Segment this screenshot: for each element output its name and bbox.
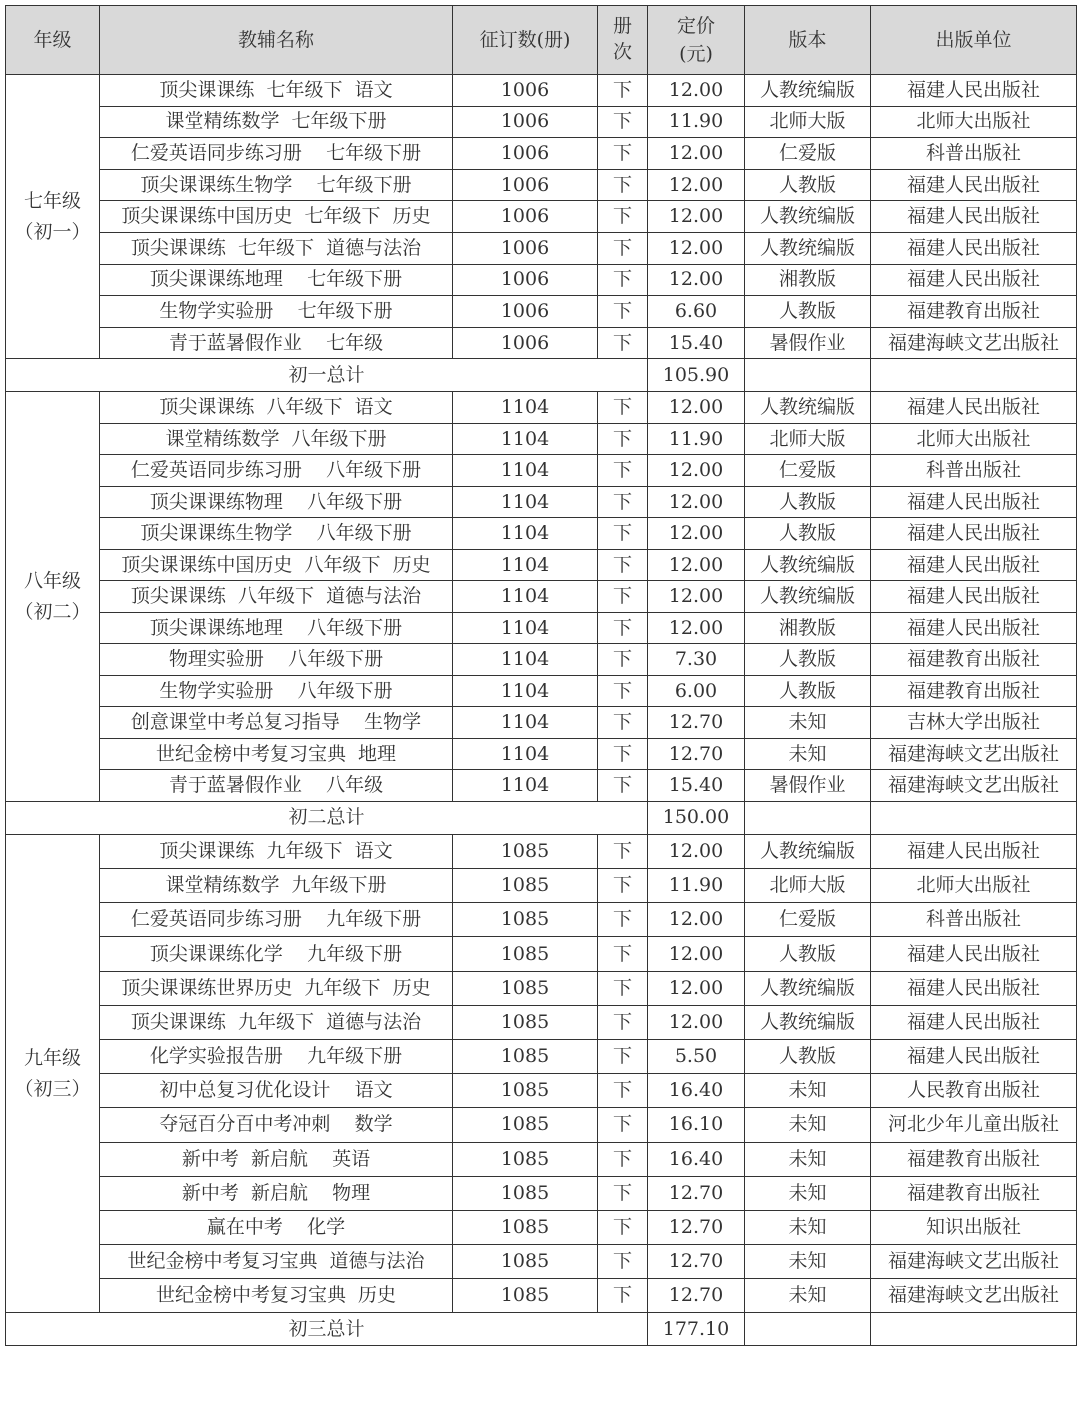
order-count-cell: 1085 — [453, 1176, 598, 1210]
edition-cell: 未知 — [745, 1210, 871, 1244]
book-name-cell: 顶尖课课练 七年级下 语文 — [100, 75, 453, 107]
edition-cell: 人教版 — [745, 169, 871, 201]
publisher-cell: 福建教育出版社 — [871, 675, 1077, 707]
order-count-cell: 1104 — [453, 518, 598, 550]
price-cell: 6.60 — [648, 296, 745, 328]
volume-cell: 下 — [598, 1210, 648, 1244]
price-cell: 12.00 — [648, 392, 745, 424]
volume-cell: 下 — [598, 518, 648, 550]
price-cell: 16.40 — [648, 1074, 745, 1108]
table-row — [6, 75, 1077, 107]
table-row — [6, 834, 1077, 868]
header-count: 征订数(册) — [453, 6, 598, 75]
table-row — [6, 770, 1077, 802]
price-cell: 6.00 — [648, 675, 745, 707]
edition-cell: 人教版 — [745, 296, 871, 328]
grade-name: 九年级 — [23, 1047, 81, 1070]
table-row — [6, 675, 1077, 707]
book-name-cell: 顶尖课课练 九年级下 语文 — [100, 834, 453, 868]
order-count-cell: 1085 — [453, 1210, 598, 1244]
order-count-cell: 1006 — [453, 264, 598, 296]
order-count-cell: 1104 — [453, 707, 598, 739]
volume-cell: 下 — [598, 455, 648, 487]
header-price-line1: 定价 — [676, 14, 715, 37]
book-name-cell: 课堂精练数学 七年级下册 — [100, 106, 453, 138]
price-cell: 12.00 — [648, 612, 745, 644]
order-count-cell: 1006 — [453, 106, 598, 138]
volume-cell: 下 — [598, 937, 648, 971]
publisher-cell: 福建人民出版社 — [871, 392, 1077, 424]
order-count-cell: 1104 — [453, 392, 598, 424]
publisher-cell: 吉林大学出版社 — [871, 707, 1077, 739]
book-name-cell: 顶尖课课练地理 八年级下册 — [100, 612, 453, 644]
edition-cell: 未知 — [745, 1074, 871, 1108]
publisher-cell: 福建人民出版社 — [871, 75, 1077, 107]
header-price-line2: (元) — [679, 43, 713, 65]
grade-alias: （初一） — [14, 220, 91, 243]
volume-cell: 下 — [598, 1005, 648, 1039]
total-row — [6, 359, 1077, 392]
book-name-cell: 仁爱英语同步练习册 九年级下册 — [100, 903, 453, 937]
book-name-cell: 顶尖课课练中国历史 八年级下 历史 — [100, 549, 453, 581]
price-cell: 12.00 — [648, 264, 745, 296]
book-name-cell: 青于蓝暑假作业 八年级 — [100, 770, 453, 802]
edition-cell: 未知 — [745, 738, 871, 770]
publisher-cell: 福建人民出版社 — [871, 201, 1077, 233]
order-count-cell: 1085 — [453, 1005, 598, 1039]
total-label: 初一总计 — [6, 359, 648, 392]
order-count-cell: 1104 — [453, 581, 598, 613]
price-cell: 12.70 — [648, 1279, 745, 1313]
table-row — [6, 455, 1077, 487]
table-body — [6, 75, 1077, 1346]
publisher-cell: 人民教育出版社 — [871, 1074, 1077, 1108]
total-row — [6, 1313, 1077, 1346]
price-cell: 11.90 — [648, 869, 745, 903]
book-name-cell: 生物学实验册 八年级下册 — [100, 675, 453, 707]
book-name-cell: 世纪金榜中考复习宝典 地理 — [100, 738, 453, 770]
price-cell: 12.70 — [648, 1176, 745, 1210]
header-volume-text: 册次 — [612, 15, 632, 63]
table-row — [6, 1005, 1077, 1039]
edition-cell: 人教版 — [745, 1039, 871, 1073]
publisher-cell: 福建教育出版社 — [871, 296, 1077, 328]
price-cell: 11.90 — [648, 106, 745, 138]
publisher-cell: 福建人民出版社 — [871, 581, 1077, 613]
table-row — [6, 1142, 1077, 1176]
table-row — [6, 486, 1077, 518]
table-row — [6, 169, 1077, 201]
book-name-cell: 世纪金榜中考复习宝典 历史 — [100, 1279, 453, 1313]
publisher-cell: 福建人民出版社 — [871, 612, 1077, 644]
volume-cell: 下 — [598, 1245, 648, 1279]
edition-cell: 湘教版 — [745, 612, 871, 644]
volume-cell: 下 — [598, 392, 648, 424]
table-row — [6, 1210, 1077, 1244]
table-row — [6, 327, 1077, 359]
table-row — [6, 707, 1077, 739]
edition-cell: 人教统编版 — [745, 201, 871, 233]
order-count-cell: 1104 — [453, 770, 598, 802]
edition-cell: 人教版 — [745, 937, 871, 971]
publisher-cell: 科普出版社 — [871, 903, 1077, 937]
table-row — [6, 518, 1077, 550]
order-count-cell: 1006 — [453, 327, 598, 359]
volume-cell: 下 — [598, 232, 648, 264]
publisher-cell: 河北少年儿童出版社 — [871, 1108, 1077, 1142]
order-count-cell: 1085 — [453, 1039, 598, 1073]
table-row — [6, 869, 1077, 903]
book-name-cell: 物理实验册 八年级下册 — [100, 644, 453, 676]
publisher-cell: 福建人民出版社 — [871, 169, 1077, 201]
edition-cell: 未知 — [745, 1279, 871, 1313]
volume-cell: 下 — [598, 903, 648, 937]
book-name-cell: 顶尖课课练 九年级下 道德与法治 — [100, 1005, 453, 1039]
publisher-cell: 福建海峡文艺出版社 — [871, 1279, 1077, 1313]
volume-cell: 下 — [598, 644, 648, 676]
volume-cell: 下 — [598, 834, 648, 868]
total-value: 150.00 — [648, 801, 745, 834]
publisher-cell: 福建人民出版社 — [871, 486, 1077, 518]
order-count-cell: 1085 — [453, 869, 598, 903]
price-cell: 12.00 — [648, 834, 745, 868]
book-name-cell: 新中考 新启航 物理 — [100, 1176, 453, 1210]
table-row — [6, 1279, 1077, 1313]
edition-cell: 人教统编版 — [745, 232, 871, 264]
order-count-cell: 1104 — [453, 549, 598, 581]
price-cell: 7.30 — [648, 644, 745, 676]
edition-cell: 未知 — [745, 1176, 871, 1210]
total-value: 105.90 — [648, 359, 745, 392]
book-name-cell: 仁爱英语同步练习册 八年级下册 — [100, 455, 453, 487]
textbook-order-table — [5, 5, 1077, 1346]
publisher-cell: 福建人民出版社 — [871, 937, 1077, 971]
publisher-cell: 福建海峡文艺出版社 — [871, 1245, 1077, 1279]
order-count-cell: 1085 — [453, 937, 598, 971]
price-cell: 16.40 — [648, 1142, 745, 1176]
price-cell: 12.00 — [648, 971, 745, 1005]
total-empty-cell — [745, 1313, 871, 1346]
volume-cell: 下 — [598, 869, 648, 903]
price-cell: 12.00 — [648, 75, 745, 107]
order-count-cell: 1006 — [453, 201, 598, 233]
edition-cell: 未知 — [745, 707, 871, 739]
edition-cell: 北师大版 — [745, 423, 871, 455]
table-row — [6, 1108, 1077, 1142]
edition-cell: 人教统编版 — [745, 392, 871, 424]
publisher-cell: 福建人民出版社 — [871, 834, 1077, 868]
edition-cell: 人教版 — [745, 486, 871, 518]
volume-cell: 下 — [598, 106, 648, 138]
price-cell: 12.70 — [648, 707, 745, 739]
price-cell: 12.00 — [648, 232, 745, 264]
publisher-cell: 科普出版社 — [871, 455, 1077, 487]
order-count-cell: 1085 — [453, 1142, 598, 1176]
table-row — [6, 423, 1077, 455]
header-grade: 年级 — [6, 6, 100, 75]
edition-cell: 北师大版 — [745, 106, 871, 138]
volume-cell: 下 — [598, 612, 648, 644]
order-count-cell: 1085 — [453, 1108, 598, 1142]
order-count-cell: 1006 — [453, 296, 598, 328]
volume-cell: 下 — [598, 549, 648, 581]
publisher-cell: 福建人民出版社 — [871, 1039, 1077, 1073]
volume-cell: 下 — [598, 1108, 648, 1142]
table-row — [6, 106, 1077, 138]
book-name-cell: 生物学实验册 七年级下册 — [100, 296, 453, 328]
book-name-cell: 夺冠百分百中考冲刺 数学 — [100, 1108, 453, 1142]
price-cell: 12.00 — [648, 455, 745, 487]
order-count-cell: 1104 — [453, 738, 598, 770]
table-row — [6, 937, 1077, 971]
order-count-cell: 1085 — [453, 1279, 598, 1313]
price-cell: 12.00 — [648, 169, 745, 201]
price-cell: 5.50 — [648, 1039, 745, 1073]
book-name-cell: 顶尖课课练地理 七年级下册 — [100, 264, 453, 296]
total-value: 177.10 — [648, 1313, 745, 1346]
book-name-cell: 顶尖课课练 八年级下 语文 — [100, 392, 453, 424]
table-row — [6, 1176, 1077, 1210]
volume-cell: 下 — [598, 138, 648, 170]
order-count-cell: 1006 — [453, 232, 598, 264]
total-label: 初三总计 — [6, 1313, 648, 1346]
grade-name: 七年级 — [23, 190, 81, 213]
order-count-cell: 1006 — [453, 75, 598, 107]
edition-cell: 人教统编版 — [745, 971, 871, 1005]
order-count-cell: 1085 — [453, 1074, 598, 1108]
total-empty-cell — [871, 359, 1077, 392]
publisher-cell: 福建海峡文艺出版社 — [871, 770, 1077, 802]
volume-cell: 下 — [598, 1039, 648, 1073]
price-cell: 12.70 — [648, 738, 745, 770]
total-empty-cell — [745, 801, 871, 834]
header-volume — [598, 6, 648, 75]
book-name-cell: 赢在中考 化学 — [100, 1210, 453, 1244]
table-row — [6, 201, 1077, 233]
book-name-cell: 顶尖课课练中国历史 七年级下 历史 — [100, 201, 453, 233]
price-cell: 15.40 — [648, 770, 745, 802]
volume-cell: 下 — [598, 707, 648, 739]
publisher-cell: 福建教育出版社 — [871, 1176, 1077, 1210]
edition-cell: 人教统编版 — [745, 581, 871, 613]
price-cell: 12.00 — [648, 138, 745, 170]
volume-cell: 下 — [598, 1279, 648, 1313]
total-empty-cell — [871, 801, 1077, 834]
header-edition: 版本 — [745, 6, 871, 75]
total-label: 初二总计 — [6, 801, 648, 834]
volume-cell: 下 — [598, 1176, 648, 1210]
order-count-cell: 1104 — [453, 455, 598, 487]
header-price — [648, 6, 745, 75]
publisher-cell: 福建人民出版社 — [871, 1005, 1077, 1039]
grade-cell — [6, 75, 100, 359]
book-name-cell: 化学实验报告册 九年级下册 — [100, 1039, 453, 1073]
table-row — [6, 138, 1077, 170]
total-empty-cell — [871, 1313, 1077, 1346]
volume-cell: 下 — [598, 738, 648, 770]
edition-cell: 未知 — [745, 1142, 871, 1176]
edition-cell: 人教统编版 — [745, 75, 871, 107]
publisher-cell: 福建人民出版社 — [871, 518, 1077, 550]
book-name-cell: 顶尖课课练生物学 八年级下册 — [100, 518, 453, 550]
order-count-cell: 1104 — [453, 423, 598, 455]
edition-cell: 北师大版 — [745, 869, 871, 903]
volume-cell: 下 — [598, 169, 648, 201]
price-cell: 12.00 — [648, 201, 745, 233]
edition-cell: 未知 — [745, 1108, 871, 1142]
price-cell: 12.00 — [648, 1005, 745, 1039]
volume-cell: 下 — [598, 296, 648, 328]
edition-cell: 暑假作业 — [745, 327, 871, 359]
table-row — [6, 1074, 1077, 1108]
volume-cell: 下 — [598, 1142, 648, 1176]
edition-cell: 暑假作业 — [745, 770, 871, 802]
order-count-cell: 1006 — [453, 169, 598, 201]
total-row — [6, 801, 1077, 834]
volume-cell: 下 — [598, 770, 648, 802]
publisher-cell: 福建海峡文艺出版社 — [871, 327, 1077, 359]
book-name-cell: 仁爱英语同步练习册 七年级下册 — [100, 138, 453, 170]
publisher-cell: 福建人民出版社 — [871, 232, 1077, 264]
edition-cell: 湘教版 — [745, 264, 871, 296]
book-name-cell: 创意课堂中考总复习指导 生物学 — [100, 707, 453, 739]
book-name-cell: 顶尖课课练生物学 七年级下册 — [100, 169, 453, 201]
order-count-cell: 1104 — [453, 612, 598, 644]
edition-cell: 人教统编版 — [745, 834, 871, 868]
order-count-cell: 1085 — [453, 1245, 598, 1279]
price-cell: 12.70 — [648, 1210, 745, 1244]
book-name-cell: 顶尖课课练 八年级下 道德与法治 — [100, 581, 453, 613]
table-row — [6, 1245, 1077, 1279]
edition-cell: 仁爱版 — [745, 903, 871, 937]
publisher-cell: 福建海峡文艺出版社 — [871, 738, 1077, 770]
grade-cell — [6, 392, 100, 802]
edition-cell: 仁爱版 — [745, 455, 871, 487]
table-row — [6, 612, 1077, 644]
publisher-cell: 知识出版社 — [871, 1210, 1077, 1244]
order-count-cell: 1085 — [453, 834, 598, 868]
volume-cell: 下 — [598, 75, 648, 107]
order-count-cell: 1104 — [453, 675, 598, 707]
price-cell: 12.00 — [648, 486, 745, 518]
book-name-cell: 世纪金榜中考复习宝典 道德与法治 — [100, 1245, 453, 1279]
table-row — [6, 549, 1077, 581]
book-name-cell: 课堂精练数学 九年级下册 — [100, 869, 453, 903]
edition-cell: 未知 — [745, 1245, 871, 1279]
table-row — [6, 971, 1077, 1005]
order-count-cell: 1006 — [453, 138, 598, 170]
order-count-cell: 1104 — [453, 486, 598, 518]
publisher-cell: 北师大出版社 — [871, 106, 1077, 138]
order-count-cell: 1104 — [453, 644, 598, 676]
table-row — [6, 296, 1077, 328]
grade-alias: （初三） — [14, 1077, 91, 1100]
price-cell: 11.90 — [648, 423, 745, 455]
header-row — [6, 6, 1077, 75]
publisher-cell: 福建人民出版社 — [871, 264, 1077, 296]
volume-cell: 下 — [598, 581, 648, 613]
price-cell: 16.10 — [648, 1108, 745, 1142]
price-cell: 12.00 — [648, 903, 745, 937]
volume-cell: 下 — [598, 486, 648, 518]
book-name-cell: 顶尖课课练世界历史 九年级下 历史 — [100, 971, 453, 1005]
edition-cell: 人教版 — [745, 644, 871, 676]
price-cell: 12.70 — [648, 1245, 745, 1279]
volume-cell: 下 — [598, 675, 648, 707]
book-name-cell: 顶尖课课练物理 八年级下册 — [100, 486, 453, 518]
price-cell: 12.00 — [648, 518, 745, 550]
book-name-cell: 顶尖课课练化学 九年级下册 — [100, 937, 453, 971]
table-row — [6, 1039, 1077, 1073]
volume-cell: 下 — [598, 201, 648, 233]
table-row — [6, 581, 1077, 613]
grade-cell — [6, 834, 100, 1313]
book-name-cell: 青于蓝暑假作业 七年级 — [100, 327, 453, 359]
header-publisher: 出版单位 — [871, 6, 1077, 75]
grade-name: 八年级 — [23, 570, 81, 593]
publisher-cell: 北师大出版社 — [871, 869, 1077, 903]
price-cell: 12.00 — [648, 581, 745, 613]
edition-cell: 人教版 — [745, 675, 871, 707]
edition-cell: 人教统编版 — [745, 549, 871, 581]
price-cell: 15.40 — [648, 327, 745, 359]
table-row — [6, 264, 1077, 296]
publisher-cell: 福建教育出版社 — [871, 644, 1077, 676]
order-count-cell: 1085 — [453, 971, 598, 1005]
publisher-cell: 福建人民出版社 — [871, 971, 1077, 1005]
header-name: 教辅名称 — [100, 6, 453, 75]
order-count-cell: 1085 — [453, 903, 598, 937]
table-row — [6, 738, 1077, 770]
table-row — [6, 644, 1077, 676]
grade-alias: （初二） — [14, 600, 91, 623]
table-row — [6, 232, 1077, 264]
publisher-cell: 福建人民出版社 — [871, 549, 1077, 581]
edition-cell: 仁爱版 — [745, 138, 871, 170]
volume-cell: 下 — [598, 327, 648, 359]
price-cell: 12.00 — [648, 549, 745, 581]
book-name-cell: 初中总复习优化设计 语文 — [100, 1074, 453, 1108]
publisher-cell: 科普出版社 — [871, 138, 1077, 170]
edition-cell: 人教版 — [745, 518, 871, 550]
volume-cell: 下 — [598, 264, 648, 296]
table-row — [6, 392, 1077, 424]
publisher-cell: 福建教育出版社 — [871, 1142, 1077, 1176]
book-name-cell: 新中考 新启航 英语 — [100, 1142, 453, 1176]
book-name-cell: 课堂精练数学 八年级下册 — [100, 423, 453, 455]
volume-cell: 下 — [598, 971, 648, 1005]
total-empty-cell — [745, 359, 871, 392]
volume-cell: 下 — [598, 423, 648, 455]
publisher-cell: 北师大出版社 — [871, 423, 1077, 455]
table-row — [6, 903, 1077, 937]
price-cell: 12.00 — [648, 937, 745, 971]
volume-cell: 下 — [598, 1074, 648, 1108]
book-name-cell: 顶尖课课练 七年级下 道德与法治 — [100, 232, 453, 264]
edition-cell: 人教统编版 — [745, 1005, 871, 1039]
